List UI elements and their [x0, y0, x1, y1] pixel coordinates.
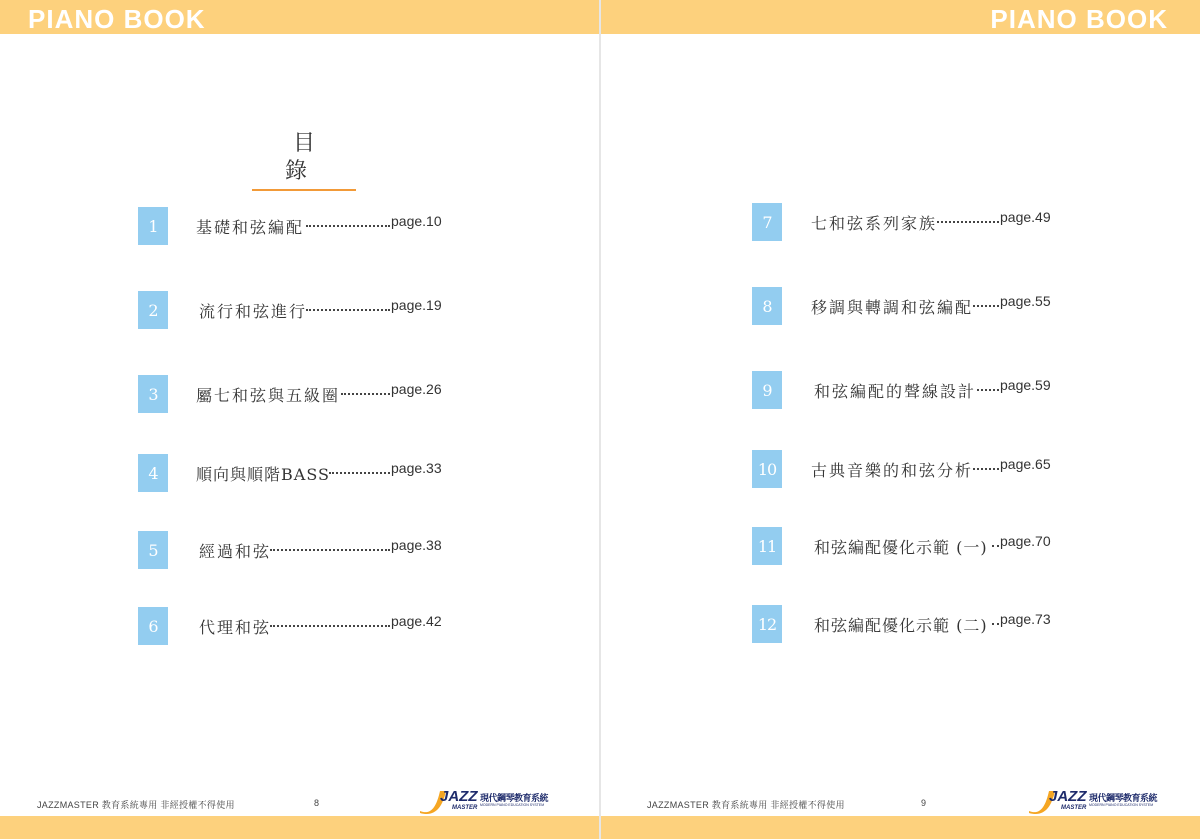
dot-leader: [977, 389, 999, 391]
chapter-page: page.55: [1000, 293, 1051, 309]
header-bar: [0, 0, 599, 34]
dot-leader: [992, 623, 999, 625]
footer-bar: [0, 816, 599, 839]
chapter-page: page.59: [1000, 377, 1051, 393]
toc-title: 目 錄: [252, 130, 356, 191]
chapter-page: page.70: [1000, 533, 1051, 549]
footer-text: JAZZMASTER 教育系統專用 非經授權不得使用: [647, 800, 845, 810]
svg-text:JAZZ: JAZZ: [440, 788, 478, 805]
chapter-number: 2: [138, 291, 168, 329]
chapter-page: page.19: [391, 297, 442, 313]
dot-leader: [329, 472, 390, 474]
logo-cn-text: 現代鋼琴教育系統: [1089, 794, 1158, 804]
right-page: [601, 0, 1200, 839]
toc-entry[interactable]: [138, 291, 458, 329]
chapter-number: 4: [138, 454, 168, 492]
header-bar: [601, 0, 1200, 34]
chapter-number: 5: [138, 531, 168, 569]
chapter-page: page.26: [391, 381, 442, 397]
chapter-number: 7: [752, 203, 782, 241]
jazz-logo-icon: [418, 785, 482, 815]
dot-leader: [992, 545, 999, 547]
footer-text: JAZZMASTER 教育系統專用 非經授權不得使用: [37, 800, 235, 810]
chapter-title: 七和弦系列家族: [811, 214, 938, 233]
chapter-title: 基礎和弦編配: [196, 218, 305, 237]
toc-entry[interactable]: [138, 375, 458, 413]
svg-text:MASTER: MASTER: [1061, 805, 1087, 811]
jazz-logo-icon: [1027, 785, 1091, 815]
chapter-title: 代理和弦: [199, 618, 272, 637]
chapter-number: 9: [752, 371, 782, 409]
chapter-title: 順向與順階BASS: [196, 465, 330, 484]
toc-entry[interactable]: [752, 450, 1072, 488]
chapter-title: 和弦編配的聲線設計: [814, 382, 977, 401]
chapter-number: 6: [138, 607, 168, 645]
dot-leader: [270, 625, 390, 627]
logo-cn-text: 現代鋼琴教育系統: [480, 794, 549, 804]
svg-text:JAZZ: JAZZ: [1049, 788, 1087, 805]
dot-leader: [341, 393, 390, 395]
chapter-number: 1: [138, 207, 168, 245]
chapter-title: 移調與轉調和弦編配: [811, 298, 974, 317]
chapter-page: page.49: [1000, 209, 1051, 225]
chapter-title: 經過和弦: [199, 542, 272, 561]
chapter-title: 古典音樂的和弦分析: [811, 461, 974, 480]
page-number: 9: [921, 798, 927, 808]
footer-bar: [601, 816, 1200, 839]
svg-text:MASTER: MASTER: [452, 805, 478, 811]
chapter-title: 屬七和弦與五級圈: [196, 386, 341, 405]
dot-leader: [270, 549, 390, 551]
chapter-number: 11: [752, 527, 782, 565]
toc-entry[interactable]: [752, 605, 1072, 643]
chapter-number: 10: [752, 450, 782, 488]
toc-entry[interactable]: [138, 607, 458, 645]
chapter-title: 和弦編配優化示範 (二): [814, 616, 988, 635]
toc-entry[interactable]: [752, 371, 1072, 409]
toc-entry[interactable]: [138, 531, 458, 569]
page-number: 8: [314, 798, 320, 808]
dot-leader: [973, 305, 999, 307]
dot-leader: [306, 309, 390, 311]
jazzmaster-logo: [1027, 785, 1157, 815]
dot-leader: [937, 221, 999, 223]
chapter-title: 和弦編配優化示範 (一): [814, 538, 988, 557]
chapter-page: page.73: [1000, 611, 1051, 627]
chapter-number: 3: [138, 375, 168, 413]
chapter-number: 12: [752, 605, 782, 643]
chapter-number: 8: [752, 287, 782, 325]
header-title: PIANO BOOK: [990, 4, 1168, 34]
header-title: PIANO BOOK: [28, 4, 206, 34]
toc-entry[interactable]: [138, 207, 458, 245]
logo-en-text: MODERN PIANO EDUCATION SYSTEM: [480, 803, 545, 807]
toc-entry[interactable]: [752, 203, 1072, 241]
toc-entry[interactable]: [752, 527, 1072, 565]
toc-entry[interactable]: [752, 287, 1072, 325]
chapter-page: page.38: [391, 537, 442, 553]
chapter-page: page.10: [391, 213, 442, 229]
chapter-page: page.33: [391, 460, 442, 476]
jazzmaster-logo: [418, 785, 548, 815]
dot-leader: [306, 225, 390, 227]
chapter-title: 流行和弦進行: [199, 302, 308, 321]
chapter-page: page.65: [1000, 456, 1051, 472]
logo-en-text: MODERN PIANO EDUCATION SYSTEM: [1089, 803, 1154, 807]
toc-entry[interactable]: [138, 454, 458, 492]
chapter-page: page.42: [391, 613, 442, 629]
dot-leader: [973, 468, 999, 470]
left-page: [0, 0, 599, 839]
